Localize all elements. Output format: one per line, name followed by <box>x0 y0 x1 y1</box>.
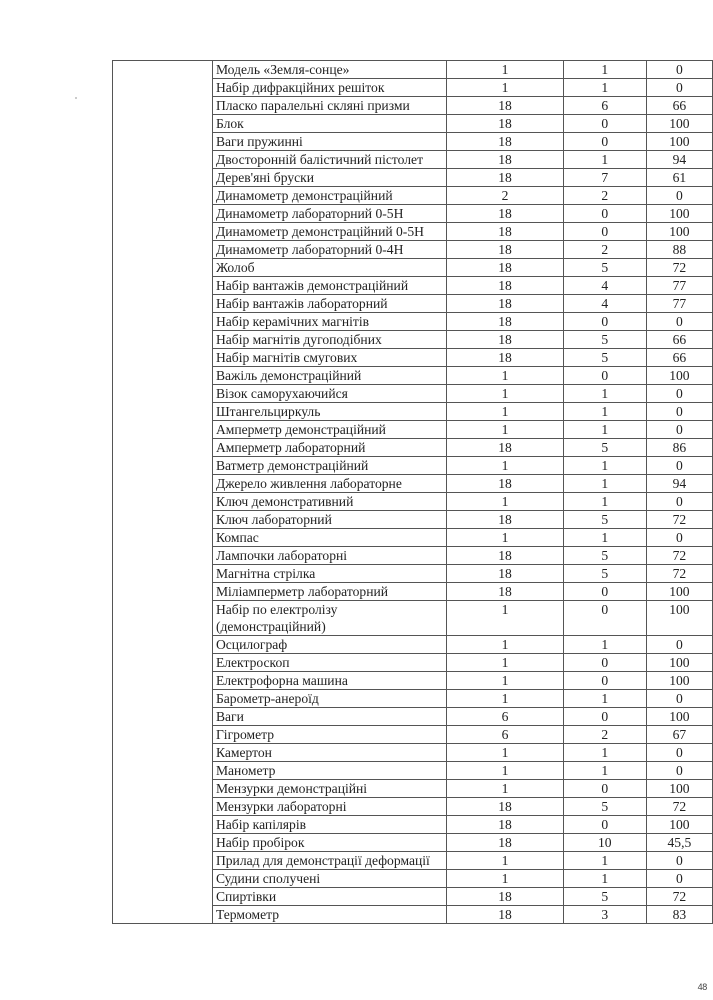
quantity-total-cell: 18 <box>447 133 564 151</box>
percent-cell: 66 <box>646 331 712 349</box>
percent-cell: 0 <box>646 61 712 79</box>
quantity-total-cell: 1 <box>447 385 564 403</box>
quantity-total-cell: 1 <box>447 367 564 385</box>
quantity-present-cell: 0 <box>563 583 646 601</box>
percent-cell: 88 <box>646 241 712 259</box>
item-name-cell: Динамометр демонстраційний 0-5Н <box>212 223 446 241</box>
quantity-present-cell: 0 <box>563 672 646 690</box>
percent-cell: 72 <box>646 565 712 583</box>
quantity-total-cell: 6 <box>447 708 564 726</box>
item-name-cell: Компас <box>212 529 446 547</box>
quantity-present-cell: 10 <box>563 834 646 852</box>
quantity-present-cell: 0 <box>563 223 646 241</box>
quantity-total-cell: 18 <box>447 151 564 169</box>
blank-first-column-cell <box>113 61 213 924</box>
item-name-cell: Судини сполучені <box>212 870 446 888</box>
item-name-cell: Манометр <box>212 762 446 780</box>
percent-cell: 72 <box>646 511 712 529</box>
percent-cell: 100 <box>646 816 712 834</box>
quantity-total-cell: 1 <box>447 79 564 97</box>
quantity-total-cell: 18 <box>447 241 564 259</box>
quantity-present-cell: 1 <box>563 690 646 708</box>
percent-cell: 0 <box>646 79 712 97</box>
quantity-present-cell: 0 <box>563 205 646 223</box>
quantity-total-cell: 18 <box>447 547 564 565</box>
item-name-cell: Барометр-анероїд <box>212 690 446 708</box>
quantity-present-cell: 5 <box>563 349 646 367</box>
item-name-cell: Набір пробірок <box>212 834 446 852</box>
item-name-cell: Набір керамічних магнітів <box>212 313 446 331</box>
quantity-present-cell: 0 <box>563 780 646 798</box>
item-name-cell: Двосторонній балістичний пістолет <box>212 151 446 169</box>
quantity-total-cell: 1 <box>447 744 564 762</box>
item-name-cell: Візок саморухаючийся <box>212 385 446 403</box>
quantity-present-cell: 1 <box>563 457 646 475</box>
percent-cell: 66 <box>646 349 712 367</box>
item-name-cell: Модель «Земля-сонце» <box>212 61 446 79</box>
item-name-cell: Дерев'яні бруски <box>212 169 446 187</box>
quantity-present-cell: 5 <box>563 888 646 906</box>
item-name-cell: Ваги пружинні <box>212 133 446 151</box>
item-name-cell: Камертон <box>212 744 446 762</box>
quantity-total-cell: 1 <box>447 780 564 798</box>
item-name-cell: Пласко паралельні скляні призми <box>212 97 446 115</box>
quantity-total-cell: 18 <box>447 277 564 295</box>
quantity-present-cell: 1 <box>563 475 646 493</box>
item-name-cell: Жолоб <box>212 259 446 277</box>
item-name-cell: Мензурки демонстраційні <box>212 780 446 798</box>
quantity-total-cell: 18 <box>447 565 564 583</box>
item-name-cell: Термометр <box>212 906 446 924</box>
percent-cell: 0 <box>646 187 712 205</box>
percent-cell: 100 <box>646 133 712 151</box>
item-name-cell: Спиртівки <box>212 888 446 906</box>
percent-cell: 72 <box>646 547 712 565</box>
percent-cell: 86 <box>646 439 712 457</box>
percent-cell: 83 <box>646 906 712 924</box>
table-row <box>113 61 713 79</box>
quantity-total-cell: 1 <box>447 654 564 672</box>
quantity-total-cell: 1 <box>447 601 564 636</box>
percent-cell: 0 <box>646 313 712 331</box>
quantity-total-cell: 18 <box>447 331 564 349</box>
percent-cell: 0 <box>646 852 712 870</box>
quantity-present-cell: 1 <box>563 529 646 547</box>
quantity-total-cell: 18 <box>447 295 564 313</box>
quantity-total-cell: 1 <box>447 61 564 79</box>
percent-cell: 0 <box>646 493 712 511</box>
quantity-present-cell: 0 <box>563 313 646 331</box>
quantity-present-cell: 1 <box>563 421 646 439</box>
quantity-total-cell: 1 <box>447 852 564 870</box>
item-name-cell: Штангельциркуль <box>212 403 446 421</box>
quantity-total-cell: 1 <box>447 529 564 547</box>
quantity-total-cell: 1 <box>447 493 564 511</box>
quantity-present-cell: 4 <box>563 277 646 295</box>
percent-cell: 100 <box>646 115 712 133</box>
percent-cell: 100 <box>646 223 712 241</box>
quantity-total-cell: 18 <box>447 223 564 241</box>
item-name-cell: Важіль демонстраційний <box>212 367 446 385</box>
equipment-table <box>112 60 713 924</box>
item-name-cell: Гігрометр <box>212 726 446 744</box>
quantity-total-cell: 18 <box>447 97 564 115</box>
quantity-present-cell: 1 <box>563 493 646 511</box>
quantity-present-cell: 1 <box>563 852 646 870</box>
quantity-total-cell: 1 <box>447 690 564 708</box>
item-name-cell: Динамометр демонстраційний <box>212 187 446 205</box>
item-name-cell: Ключ лабораторний <box>212 511 446 529</box>
percent-cell: 72 <box>646 888 712 906</box>
quantity-present-cell: 5 <box>563 331 646 349</box>
quantity-present-cell: 3 <box>563 906 646 924</box>
item-name-cell: Прилад для демонстрації деформації <box>212 852 446 870</box>
quantity-present-cell: 0 <box>563 115 646 133</box>
quantity-present-cell: 6 <box>563 97 646 115</box>
item-name-cell: Ватметр демонстраційний <box>212 457 446 475</box>
percent-cell: 100 <box>646 708 712 726</box>
quantity-present-cell: 2 <box>563 187 646 205</box>
quantity-total-cell: 18 <box>447 205 564 223</box>
percent-cell: 45,5 <box>646 834 712 852</box>
quantity-present-cell: 2 <box>563 241 646 259</box>
item-name-cell: Електрофорна машина <box>212 672 446 690</box>
quantity-present-cell: 1 <box>563 636 646 654</box>
quantity-total-cell: 18 <box>447 583 564 601</box>
quantity-present-cell: 0 <box>563 133 646 151</box>
quantity-total-cell: 18 <box>447 115 564 133</box>
quantity-present-cell: 1 <box>563 61 646 79</box>
quantity-total-cell: 18 <box>447 834 564 852</box>
item-name-cell: Електроскоп <box>212 654 446 672</box>
quantity-total-cell: 18 <box>447 888 564 906</box>
quantity-total-cell: 18 <box>447 169 564 187</box>
item-name-cell: Мензурки лабораторні <box>212 798 446 816</box>
item-name-cell: Амперметр демонстраційний <box>212 421 446 439</box>
item-name-cell: Міліамперметр лабораторний <box>212 583 446 601</box>
item-name-cell: Набір капілярів <box>212 816 446 834</box>
quantity-total-cell: 1 <box>447 672 564 690</box>
quantity-present-cell: 0 <box>563 367 646 385</box>
quantity-present-cell: 0 <box>563 708 646 726</box>
item-name-cell: Набір дифракційних решіток <box>212 79 446 97</box>
quantity-present-cell: 5 <box>563 259 646 277</box>
item-name-cell: Набір магнітів смугових <box>212 349 446 367</box>
quantity-present-cell: 4 <box>563 295 646 313</box>
percent-cell: 100 <box>646 367 712 385</box>
quantity-total-cell: 1 <box>447 870 564 888</box>
quantity-total-cell: 1 <box>447 403 564 421</box>
quantity-total-cell: 18 <box>447 816 564 834</box>
percent-cell: 0 <box>646 690 712 708</box>
percent-cell: 77 <box>646 277 712 295</box>
quantity-total-cell: 18 <box>447 798 564 816</box>
quantity-present-cell: 1 <box>563 151 646 169</box>
quantity-present-cell: 0 <box>563 601 646 636</box>
quantity-present-cell: 2 <box>563 726 646 744</box>
quantity-total-cell: 1 <box>447 636 564 654</box>
quantity-present-cell: 5 <box>563 439 646 457</box>
percent-cell: 100 <box>646 601 712 636</box>
percent-cell: 72 <box>646 259 712 277</box>
quantity-present-cell: 1 <box>563 762 646 780</box>
item-name-cell: Набір по електролізу (демонстраційний) <box>212 601 446 636</box>
percent-cell: 94 <box>646 151 712 169</box>
item-name-cell: Набір вантажів демонстраційний <box>212 277 446 295</box>
table-body <box>113 61 713 924</box>
percent-cell: 100 <box>646 780 712 798</box>
percent-cell: 100 <box>646 205 712 223</box>
percent-cell: 72 <box>646 798 712 816</box>
percent-cell: 0 <box>646 457 712 475</box>
percent-cell: 66 <box>646 97 712 115</box>
percent-cell: 0 <box>646 385 712 403</box>
percent-cell: 0 <box>646 762 712 780</box>
percent-cell: 100 <box>646 654 712 672</box>
quantity-present-cell: 1 <box>563 79 646 97</box>
quantity-total-cell: 18 <box>447 349 564 367</box>
quantity-present-cell: 1 <box>563 744 646 762</box>
percent-cell: 0 <box>646 744 712 762</box>
item-name-cell: Амперметр лабораторний <box>212 439 446 457</box>
item-name-cell: Ваги <box>212 708 446 726</box>
quantity-total-cell: 18 <box>447 439 564 457</box>
quantity-total-cell: 1 <box>447 421 564 439</box>
page-number: 48 <box>697 982 707 992</box>
quantity-present-cell: 1 <box>563 870 646 888</box>
percent-cell: 100 <box>646 583 712 601</box>
quantity-total-cell: 18 <box>447 906 564 924</box>
percent-cell: 0 <box>646 421 712 439</box>
margin-mark <box>75 97 77 99</box>
quantity-total-cell: 18 <box>447 313 564 331</box>
percent-cell: 67 <box>646 726 712 744</box>
item-name-cell: Лампочки лабораторні <box>212 547 446 565</box>
item-name-cell: Набір вантажів лабораторний <box>212 295 446 313</box>
quantity-total-cell: 1 <box>447 457 564 475</box>
quantity-present-cell: 0 <box>563 816 646 834</box>
quantity-total-cell: 18 <box>447 259 564 277</box>
item-name-cell: Осцилограф <box>212 636 446 654</box>
quantity-total-cell: 2 <box>447 187 564 205</box>
quantity-total-cell: 18 <box>447 475 564 493</box>
item-name-cell: Ключ демонстративний <box>212 493 446 511</box>
percent-cell: 0 <box>646 636 712 654</box>
quantity-present-cell: 5 <box>563 511 646 529</box>
quantity-present-cell: 7 <box>563 169 646 187</box>
quantity-present-cell: 5 <box>563 547 646 565</box>
percent-cell: 0 <box>646 870 712 888</box>
item-name-cell: Динамометр лабораторний 0-4Н <box>212 241 446 259</box>
item-name-cell: Динамометр лабораторний 0-5Н <box>212 205 446 223</box>
percent-cell: 0 <box>646 403 712 421</box>
quantity-total-cell: 6 <box>447 726 564 744</box>
quantity-present-cell: 1 <box>563 385 646 403</box>
quantity-total-cell: 18 <box>447 511 564 529</box>
percent-cell: 100 <box>646 672 712 690</box>
percent-cell: 94 <box>646 475 712 493</box>
quantity-total-cell: 1 <box>447 762 564 780</box>
quantity-present-cell: 5 <box>563 565 646 583</box>
item-name-cell: Блок <box>212 115 446 133</box>
quantity-present-cell: 0 <box>563 654 646 672</box>
item-name-cell: Магнітна стрілка <box>212 565 446 583</box>
item-name-cell: Набір магнітів дугоподібних <box>212 331 446 349</box>
item-name-cell: Джерело живлення лабораторне <box>212 475 446 493</box>
quantity-present-cell: 1 <box>563 403 646 421</box>
percent-cell: 77 <box>646 295 712 313</box>
percent-cell: 61 <box>646 169 712 187</box>
quantity-present-cell: 5 <box>563 798 646 816</box>
percent-cell: 0 <box>646 529 712 547</box>
